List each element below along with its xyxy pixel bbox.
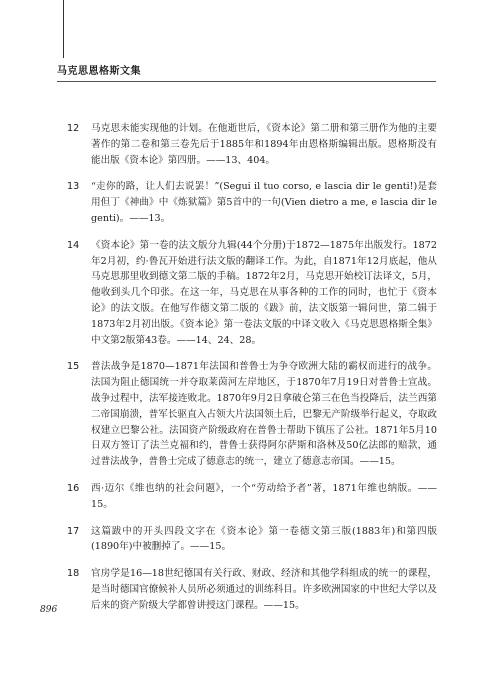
endnote-text: 西·迈尔《维也纳的社会问题》，一个“劳动给予者”著，1871年维也纳版。——15。 — [91, 482, 437, 510]
header-rule — [57, 81, 436, 82]
endnote-text: 官房学是16—18世纪德国有关行政、财政、经济和其他学科组成的统一的课程，是当时德国官僚候补人员所必须通过的训练科目。许多欧洲国家的中世纪大学以及后来的资产阶级大学都曾讲授这门课程。——15。 — [91, 568, 437, 611]
endnote-17 — [67, 524, 437, 556]
page-number: 896 — [40, 605, 58, 615]
endnote-number: 14 — [67, 239, 80, 251]
endnote-number: 16 — [67, 482, 80, 494]
endnote-number: 12 — [67, 123, 80, 134]
endnote-13 — [67, 179, 437, 226]
endnote-text: 这篇跋中的开头四段文字在《资本论》第一卷德文第三版(1883年)和第四版(1890年)中被删掉了。——15。 — [91, 525, 437, 553]
endnote-text: 普法战争是1870—1871年法国和普鲁士为争夺欧洲大陆的霸权而进行的战争。法国为阻止德国统一并夺取莱茵河左岸地区，于1870年7月19日对普鲁士宣战。战争过程中，法军接连败北。1870年9月2日拿破仑第三在色当投降后，法兰西第二帝国崩溃，普军长驱直入占领大片法国领土后，巴黎无产阶级举行起义，夺取政权建立巴黎公社。法国资产阶级政府在普鲁士帮助下镇压了公社。1871年5月10日双方签订了法兰克福和约，普鲁士获得阿尔萨斯和洛林及50亿法郎的赔款，通过普法战争，普鲁士完成了德意志的统一，建立了德意志帝国。——15。 — [91, 361, 437, 468]
endnote-number: 18 — [67, 568, 80, 580]
endnote-number: 17 — [67, 525, 80, 537]
endnote-text: 《资本论》第一卷的法文版分九辑(44个分册)于1872—1875年出版发行。1872年2月初，约·鲁瓦开始进行法文版的翻译工作。为此，自1871年12月底起，他从马克思那里收到德文第二版的手稿。1872年2月，马克思开始校订法译文，5月，他收到头几个印张。在这一年，马克思在从事各种的工作的同时，也忙于《资本论》的法文版。在他写作德文第二版的《跋》前，法文版第一辑问世，第二辑于1873年2月初出版。《资本论》第一卷法文版的中译文收入《马克思恩格斯全集》中文第2版第43卷。——14、24、28。 — [91, 239, 437, 346]
endnote-number: 15 — [67, 361, 80, 373]
endnote-16 — [67, 481, 437, 513]
endnotes-list — [67, 121, 437, 625]
endnote-18 — [67, 566, 437, 613]
endnote-text: 马克思未能实现他的计划。在他逝世后，《资本论》第二册和第三册作为他的主要著作的第二卷和第三卷先后于1885年和1894年由恩格斯编辑出版。恩格斯没有能出版《资本论》第四册。——13、404。 — [91, 123, 437, 166]
running-header: 马克思恩格斯文集 — [57, 66, 141, 77]
endnote-number: 13 — [67, 181, 80, 193]
header-vertical-rule — [63, 0, 64, 58]
endnote-15 — [67, 359, 437, 470]
endnote-12 — [67, 121, 437, 168]
endnote-14 — [67, 238, 437, 349]
endnote-text: “走你的路，让人们去说罢！”(Segui il tuo corso, e lascia dir le genti!)是套用但丁《神曲》中《炼狱篇》第5首中的一句(Vien dietro a me, e lascia dir le genti)。——13。 — [91, 181, 437, 224]
